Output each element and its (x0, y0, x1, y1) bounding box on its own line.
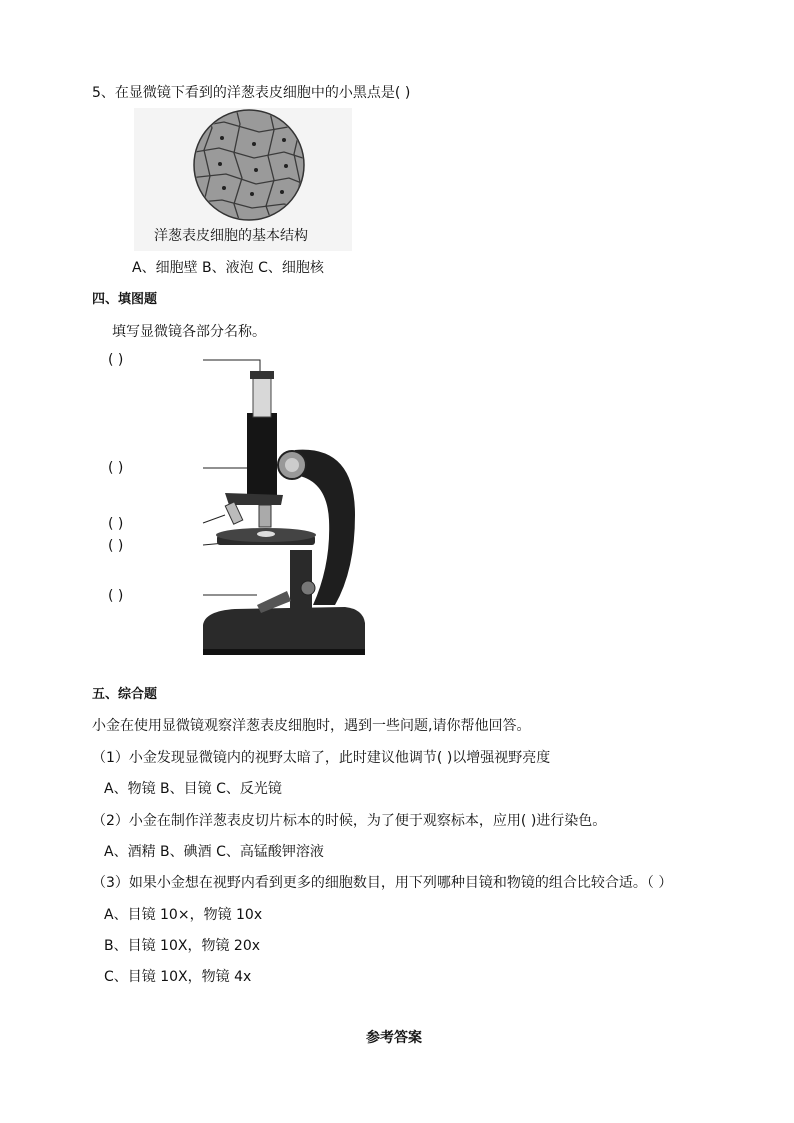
sub-question-3-option-a: A、目镜 10×，物镜 10x (104, 907, 263, 923)
sub-question-1-options: A、物镜 B、目镜 C、反光镜 (104, 781, 282, 797)
blank-objective: ( ) (108, 516, 124, 532)
sub-question-3: （3）如果小金想在视野内看到更多的细胞数目，用下列哪种目镜和物镜的组合比较合适。（ ） (92, 875, 673, 891)
section-5-intro: 小金在使用显微镜观察洋葱表皮细胞时，遇到一些问题,请你帮他回答。 (92, 718, 531, 734)
section-4-instruction: 填写显微镜各部分名称。 (112, 324, 266, 340)
blank-eyepiece: ( ) (108, 352, 124, 368)
question-5: 5、在显微镜下看到的洋葱表皮细胞中的小黑点是( ) (92, 85, 411, 101)
blank-mirror: ( ) (108, 588, 124, 604)
microscope-diagram (195, 355, 375, 665)
section-5-heading: 五、综合题 (92, 687, 158, 702)
sub-question-2: （2）小金在制作洋葱表皮切片标本的时候，为了便于观察标本，应用( )进行染色。 (92, 813, 607, 829)
blank-stage: ( ) (108, 538, 124, 554)
sub-question-3-option-c: C、目镜 10X，物镜 4x (104, 969, 252, 985)
section-4-heading: 四、填图题 (92, 292, 158, 307)
answer-heading: 参考答案 (366, 1030, 422, 1046)
question-5-options: A、细胞壁 B、液泡 C、细胞核 (132, 260, 324, 276)
onion-cell-figure (134, 108, 352, 251)
sub-question-2-options: A、酒精 B、碘酒 C、高锰酸钾溶液 (104, 844, 324, 860)
figure-caption: 洋葱表皮细胞的基本结构 (154, 228, 308, 244)
sub-question-1: （1）小金发现显微镜内的视野太暗了，此时建议他调节( )以增强视野亮度 (92, 750, 551, 766)
blank-tube: ( ) (108, 460, 124, 476)
sub-question-3-option-b: B、目镜 10X，物镜 20x (104, 938, 261, 954)
